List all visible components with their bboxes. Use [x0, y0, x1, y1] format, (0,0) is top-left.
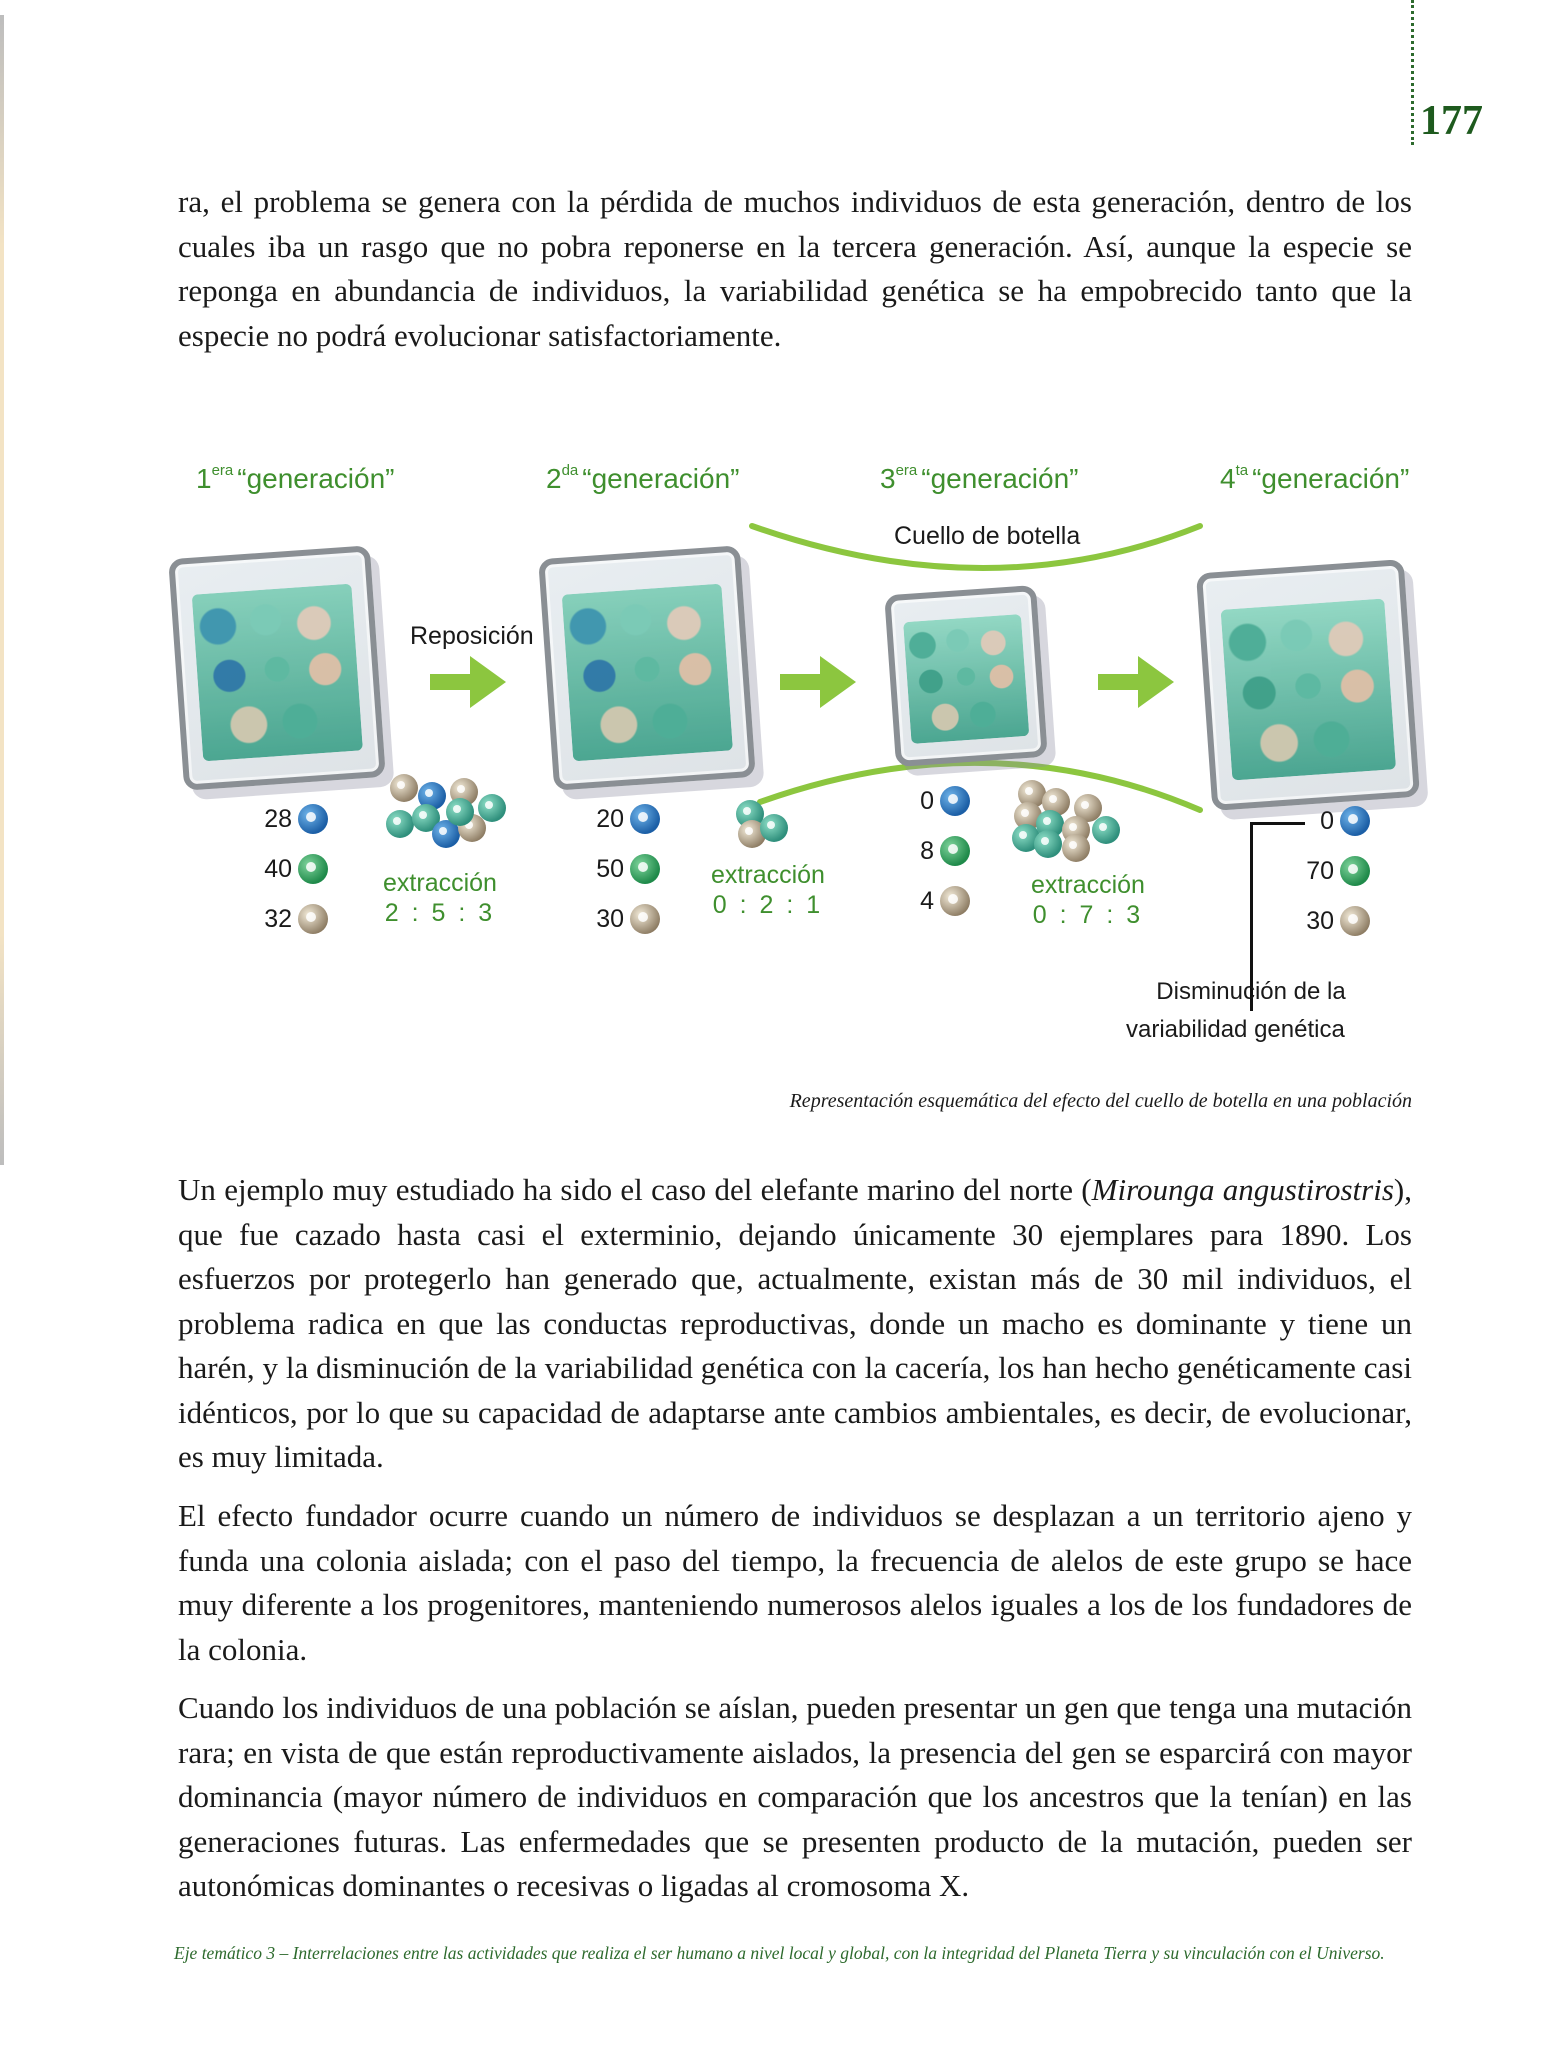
beige-marble-icon: [940, 886, 970, 916]
generation-label-3: $3^{era}$ “generación”: [880, 462, 1079, 494]
extraction-1: extracción 2 : 5 : 3: [383, 869, 497, 927]
marbles-fill: [1220, 598, 1396, 781]
bottleneck-figure: [0, 440, 1564, 1080]
beige-marble-icon: [298, 904, 328, 934]
beige-marble-icon: [390, 774, 418, 802]
green-marble-icon: [940, 836, 970, 866]
paragraph-intro: ra, el problema se genera con la pérdida de muchos individuos de esta generación, dentro de los cuales iba un rasgo que no pobra reponerse en la tercera generación. Así, aunque la especie se reponga en abundancia de individuos, la variabilidad genética se ha empobrecido tanto que la especie no podrá evolucionar satisfactoriamente.: [178, 184, 1412, 353]
arrow-right-icon: [430, 656, 506, 708]
extracted-marbles-cluster-3: [1012, 780, 1122, 860]
page-number: 177: [1420, 98, 1483, 144]
count-blue-gen4: 0: [1300, 806, 1370, 836]
green-marble-icon: [446, 798, 474, 826]
beige-marble-icon: [630, 904, 660, 934]
count-green-gen2: 50: [590, 854, 660, 884]
paragraph-elephant-seal: Un ejemplo muy estudiado ha sido el caso del elefante marino del norte (Mirounga angustirostris), que fue cazado hasta casi el exterminio, dejando únicamente 30 ejemplares para 1890. Los esfuerzos por protegerlo han generado que, actualmente, existan más de 30 mil individuos, el problema radica en que las conductas reproductivas, donde un macho es dominante y tiene un harén, y la disminución de la variabilidad genética con la cacería, los han hecho genéticamente casi idénticos, por lo que su capacidad de adaptarse ante cambios ambientales, es decir, de evolucionar, es muy limitada.: [178, 1172, 1412, 1474]
count-beige-gen3: 4: [900, 886, 970, 916]
blue-marble-icon: [630, 804, 660, 834]
diversity-note-line2: variabilidad genética: [1126, 1016, 1345, 1043]
extracted-marbles-cluster-2: [736, 800, 796, 850]
blue-marble-icon: [298, 804, 328, 834]
count-blue-gen3: 0: [900, 786, 970, 816]
jar-generation-1: [168, 545, 386, 791]
count-beige-gen4: 30: [1300, 906, 1370, 936]
count-beige-gen1: 32: [258, 904, 328, 934]
green-marble-icon: [1092, 816, 1120, 844]
extraction-2: extracción 0 : 2 : 1: [711, 861, 825, 919]
generation-label-2: $2^{da}$ “generación”: [546, 462, 740, 494]
paragraph-isolation: Cuando los individuos de una población se aíslan, pueden presentar un gen que tenga una mutación rara; en vista de que están reproductivamente aislados, la presencia del gen se esparcirá con mayor dominancia (mayor número de individuos en comparación que los ancestros que la tenían) en las generaciones futuras. Las enfermedades que se presenten producto de la mutación, pueden ser autonómicas dominantes o recesivas o ligadas al cromosoma X.: [178, 1690, 1412, 1903]
green-marble-icon: [1340, 856, 1370, 886]
marbles-fill: [562, 583, 733, 761]
count-beige-gen2: 30: [590, 904, 660, 934]
extracted-marbles-cluster-1: [386, 774, 506, 854]
diversity-note-line1: Disminución de la: [1156, 978, 1346, 1005]
green-marble-icon: [630, 854, 660, 884]
green-marble-icon: [386, 810, 414, 838]
count-blue-gen2: 20: [590, 804, 660, 834]
marbles-fill: [192, 583, 363, 761]
arrow-right-icon: [780, 656, 856, 708]
header-dotted-rule: [1411, 0, 1414, 145]
generation-label-4: $4^{ta}$ “generación”: [1220, 462, 1410, 494]
extraction-3: extracción 0 : 7 : 3: [1031, 871, 1145, 929]
generation-label-1: $1^{era}$ “generación”: [196, 462, 395, 494]
figure-caption: Representación esquemática del efecto del cuello de botella en una población: [789, 1090, 1412, 1112]
jar-generation-2: [538, 545, 756, 791]
marbles-fill: [903, 614, 1029, 744]
footer-theme-line: Eje temático 3 – Interrelaciones entre las actividades que realiza el ser humano a nivel local y global, con la integridad del Planeta Tierra y su vinculación con el Universo.: [174, 1943, 1385, 1963]
green-marble-icon: [1034, 830, 1062, 858]
paragraph-founder-effect: El efecto fundador ocurre cuando un número de individuos se desplazan a un territorio ajeno y funda una colonia aislada; con el paso del tiempo, la frecuencia de alelos de este grupo se hace muy diferente a los progenitores, manteniendo numerosos alelos iguales a los de los fundadores de la colonia.: [178, 1498, 1412, 1667]
beige-marble-icon: [1062, 834, 1090, 862]
jar-generation-3: [884, 585, 1048, 767]
jar-generation-4: [1196, 559, 1420, 811]
count-green-gen3: 8: [900, 836, 970, 866]
blue-marble-icon: [1340, 806, 1370, 836]
count-green-gen1: 40: [258, 854, 328, 884]
bottleneck-label: Cuello de botella: [894, 522, 1081, 550]
count-green-gen4: 70: [1300, 856, 1370, 886]
arrow-right-icon: [1098, 656, 1174, 708]
species-name: Mirounga angustirostris: [1091, 1172, 1394, 1207]
reposition-label: Reposición: [410, 622, 534, 650]
beige-marble-icon: [1340, 906, 1370, 936]
green-marble-icon: [760, 814, 788, 842]
green-marble-icon: [298, 854, 328, 884]
count-blue-gen1: 28: [258, 804, 328, 834]
blue-marble-icon: [940, 786, 970, 816]
